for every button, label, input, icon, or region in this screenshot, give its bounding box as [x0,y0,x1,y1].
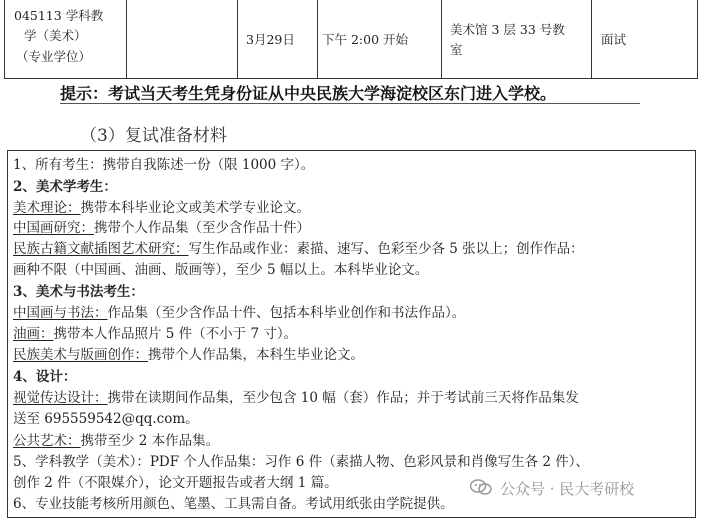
item-calligraphy-heading: 3、美术与书法考生： [13,284,144,300]
wechat-icon [470,478,492,496]
public-art-text: 携带至少 2 本作品集。 [80,433,220,449]
item-design-heading: 4、设计： [13,369,77,385]
section-title: （3）复试准备材料 [80,126,227,146]
art-theory-label: 美术理论： [13,200,81,216]
ancient-illustration-label: 民族古籍文献插图艺术研究： [13,241,189,257]
item-subject-teaching-cont: 创作 2 件（不限媒介），论文开题报告或者大纲 1 篇。 [13,475,338,491]
item-public-art [13,432,219,451]
exam-location-cont: 室 [450,42,463,57]
exam-type: 面试 [601,32,627,47]
watermark-text: 公众号 · 民大考研校 [500,480,635,498]
item-oil-painting [13,325,297,344]
program-name: 学（美术） [24,28,87,43]
item-all-candidates: 1、所有考生：携带自我陈述一份（限 1000 字）。 [13,157,315,173]
visual-comm-text: 携带在读期间作品集，至少包含 10 幅（套）作品；并于考试前三天将作品集发 [107,390,579,406]
visual-comm-label: 视觉传达设计： [13,390,108,406]
item-visual-comm-cont: 送至 695559542@qq.com。 [13,411,199,427]
notice-underline [60,103,640,104]
table-divider [317,0,318,78]
item-fine-arts-heading: 2、美术学考生： [13,179,117,195]
item-ancient-illustration [13,240,584,259]
exam-time: 下午 2:00 开始 [322,32,409,47]
painting-calligraphy-label: 中国画与书法： [13,305,108,321]
program-degree-type: （专业学位） [16,49,92,64]
exam-date: 3月29日 [246,32,295,47]
table-divider [237,0,238,78]
notice-text: 提示：考试当天考生凭身份证从中央民族大学海淀校区东门进入学校。 [60,84,557,103]
table-divider [591,0,592,78]
oil-painting-text: 携带本人作品照片 5 件（不小于 7 寸）。 [53,326,298,342]
program-code: 045113 学科教 [14,8,104,23]
item-ancient-illustration-cont: 画种不限（中国画、油画、版画等），至少 5 幅以上。本科毕业论文。 [13,262,429,278]
painting-calligraphy-text: 作品集（至少含作品十件、包括本科毕业创作和书法作品）。 [107,305,466,321]
oil-painting-label: 油画： [13,326,54,342]
table-divider [126,0,127,78]
ancient-illustration-text: 写生作品或作业：素描、速写、色彩至少各 5 张以上；创作作品： [188,241,584,257]
item-visual-comm [13,389,579,408]
item-subject-teaching: 5、学科教学（美术）：PDF 个人作品集：习作 6 件（素描人物、色彩风景和肖像写生各 2 件）、 [13,454,589,470]
exam-location: 美术馆 3 层 33 号教 [450,22,565,37]
item-art-theory [13,199,310,218]
ethnic-art-text: 携带个人作品集，本科生毕业论文。 [148,347,364,363]
public-art-label: 公共艺术： [13,433,81,449]
table-divider [441,0,442,78]
chinese-painting-label: 中国画研究： [13,220,94,236]
chinese-painting-text: 携带个人作品集（至少含作品十件） [94,220,310,236]
item-painting-calligraphy [13,304,465,323]
ethnic-art-label: 民族美术与版画创作： [13,347,148,363]
art-theory-text: 携带本科毕业论文或美术学专业论文。 [80,200,310,216]
item-ethnic-art [13,346,364,365]
item-chinese-painting [13,219,310,238]
item-tools: 6、专业技能考核所用颜色、笔墨、工具需自备。考试用纸张由学院提供。 [13,496,454,512]
